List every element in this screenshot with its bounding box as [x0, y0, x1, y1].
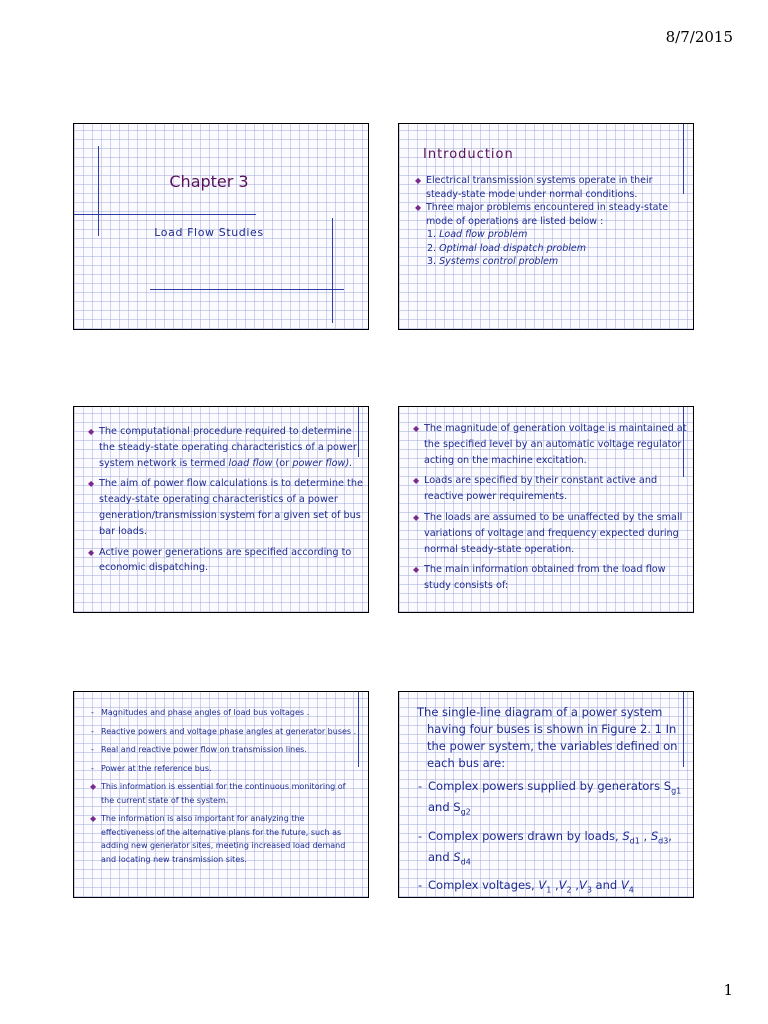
slide-title: Introduction: [423, 147, 514, 162]
slide-body: [88, 424, 368, 581]
bullet-item: ◆ The aim of power flow calculations is to determine the steady-state operating characteristics of a power generation/transmission system for a given set of bus bar loads.: [88, 476, 368, 539]
bullet-item: ◆ The information is also important for analyzing the effectiveness of the alternative plans for the future, such as adding new generator sites, meeting increased load demand and locating new transmission sites.: [90, 812, 360, 866]
bullet-item: ◆ Three major problems encountered in steady-state mode of operations are listed below :: [415, 201, 690, 228]
bullet-item: ◆ The main information obtained from the load flow study consists of:: [413, 562, 693, 594]
dash-item: - Complex voltages, $V_1$ $,V_2$ $,V_3$ and $V_4$: [417, 877, 685, 898]
print-date: 8/7/2015: [665, 28, 733, 46]
slide-subtitle: Load Flow Studies: [154, 226, 264, 239]
slide-3: [73, 406, 369, 613]
slide-5: [73, 691, 369, 898]
numbered-item: 3. Systems control problem: [427, 256, 559, 267]
slide-body: [417, 704, 685, 898]
page-number: 1: [723, 981, 733, 999]
decor-line: [74, 214, 256, 215]
dash-item: - Magnitudes and phase angles of load bus voltages .: [90, 706, 360, 720]
dash-item: - Complex powers drawn by loads, $S_{d1}$ , $S_{d3}$, and $S_{d4}$: [417, 828, 685, 871]
bullet-item: ◆ Electrical transmission systems operate in their steady-state mode under normal conditions.: [415, 174, 690, 201]
bullet-item: ◆ The magnitude of generation voltage is maintained at the specified level by an automatic voltage regulator acting on the machine excitation.: [413, 421, 693, 468]
slide-1: [73, 123, 369, 330]
slide-body: [90, 706, 360, 871]
slide-title: Chapter 3: [169, 172, 249, 191]
numbered-item: 1. Load flow problem: [427, 229, 528, 240]
dash-item: - Reactive powers and voltage phase angles at generator buses .: [90, 725, 360, 739]
bullet-item: ◆ Active power generations are specified according to economic dispatching.: [88, 545, 368, 577]
slide-6: [398, 691, 694, 898]
slide-2: [398, 123, 694, 330]
intro-paragraph: The single-line diagram of a power system having four buses is shown in Figure 2. 1 In the power system, the variables defined on each bus are:: [417, 705, 678, 770]
bullet-item: ◆ The computational procedure required to determine the steady-state operating characteristics of a power system network is termed load flow (or power flow).: [88, 424, 368, 471]
decor-line: [150, 289, 344, 290]
dash-item: - Real and reactive power flow on transmission lines.: [90, 743, 360, 757]
dash-item: - Complex powers supplied by generators $S_{g1}$ and $S_{g2}$: [417, 778, 685, 821]
slide-body: [415, 174, 690, 269]
numbered-item: 2. Optimal load dispatch problem: [427, 242, 587, 254]
slide-body: [413, 421, 693, 599]
dash-item: - Power at the reference bus.: [90, 762, 360, 776]
bullet-item: ◆ This information is essential for the continuous monitoring of the current state of the system.: [90, 780, 360, 807]
slide-4: [398, 406, 694, 613]
bullet-item: ◆ The loads are assumed to be unaffected by the small variations of voltage and frequency expected during normal steady-state operation.: [413, 510, 693, 557]
decor-line: [98, 146, 99, 236]
bullet-item: ◆ Loads are specified by their constant active and reactive power requirements.: [413, 473, 693, 505]
